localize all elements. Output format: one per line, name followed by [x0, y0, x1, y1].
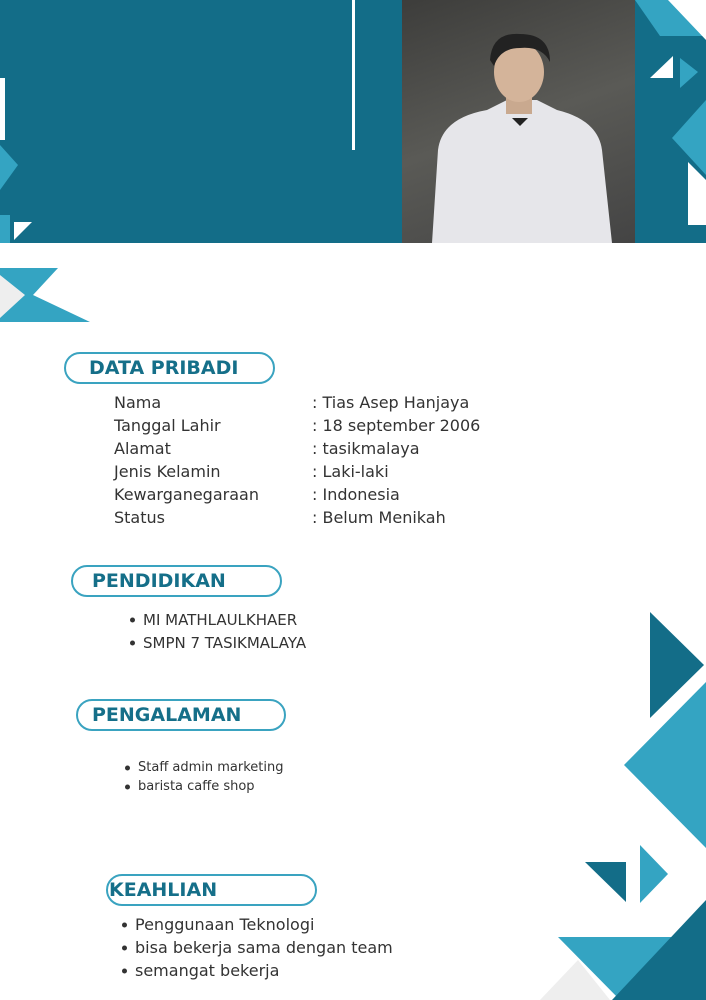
section-title: DATA PRIBADI [89, 357, 239, 379]
field-label: Tanggal Lahir [114, 416, 221, 435]
section-header-keahlian [106, 874, 317, 906]
section-title: KEAHLIAN [109, 879, 218, 901]
list-item: Penggunaan Teknologi [135, 915, 315, 934]
profile-photo [402, 0, 635, 243]
left-small-shape [0, 215, 10, 243]
field-label: Alamat [114, 439, 171, 458]
section-title: PENDIDIKAN [92, 570, 226, 592]
field-value: : Belum Menikah [312, 508, 446, 527]
list-item: Staff admin marketing [138, 760, 284, 775]
list-item: bisa bekerja sama dengan team [135, 938, 393, 957]
small-dark-triangle [585, 862, 626, 902]
list-item: semangat bekerja [135, 961, 280, 980]
left-white-sliver [0, 78, 5, 140]
list-item: barista caffe shop [138, 779, 255, 794]
field-value: : 18 september 2006 [312, 416, 481, 435]
field-value: : Tias Asep Hanjaya [312, 393, 470, 412]
section-header-data-pribadi [64, 352, 275, 384]
person-photo-icon [402, 0, 635, 243]
bottom-right-diamond [624, 682, 706, 848]
header-divider-line [352, 0, 355, 150]
list-item: MI MATHLAULKHAER [143, 611, 298, 629]
field-label: Nama [114, 393, 162, 412]
section-header-pengalaman [76, 699, 286, 731]
field-value: : tasikmalaya [312, 439, 420, 458]
field-label: Status [114, 508, 165, 527]
field-label: Jenis Kelamin [114, 462, 221, 481]
field-label: Kewarganegaraan [114, 485, 259, 504]
small-light-triangle [640, 845, 668, 903]
field-value: : Indonesia [312, 485, 400, 504]
section-title: PENGALAMAN [92, 704, 242, 726]
field-value: : Laki-laki [312, 462, 389, 481]
list-item: SMPN 7 TASIKMALAYA [143, 634, 307, 652]
section-header-pendidikan [71, 565, 282, 597]
